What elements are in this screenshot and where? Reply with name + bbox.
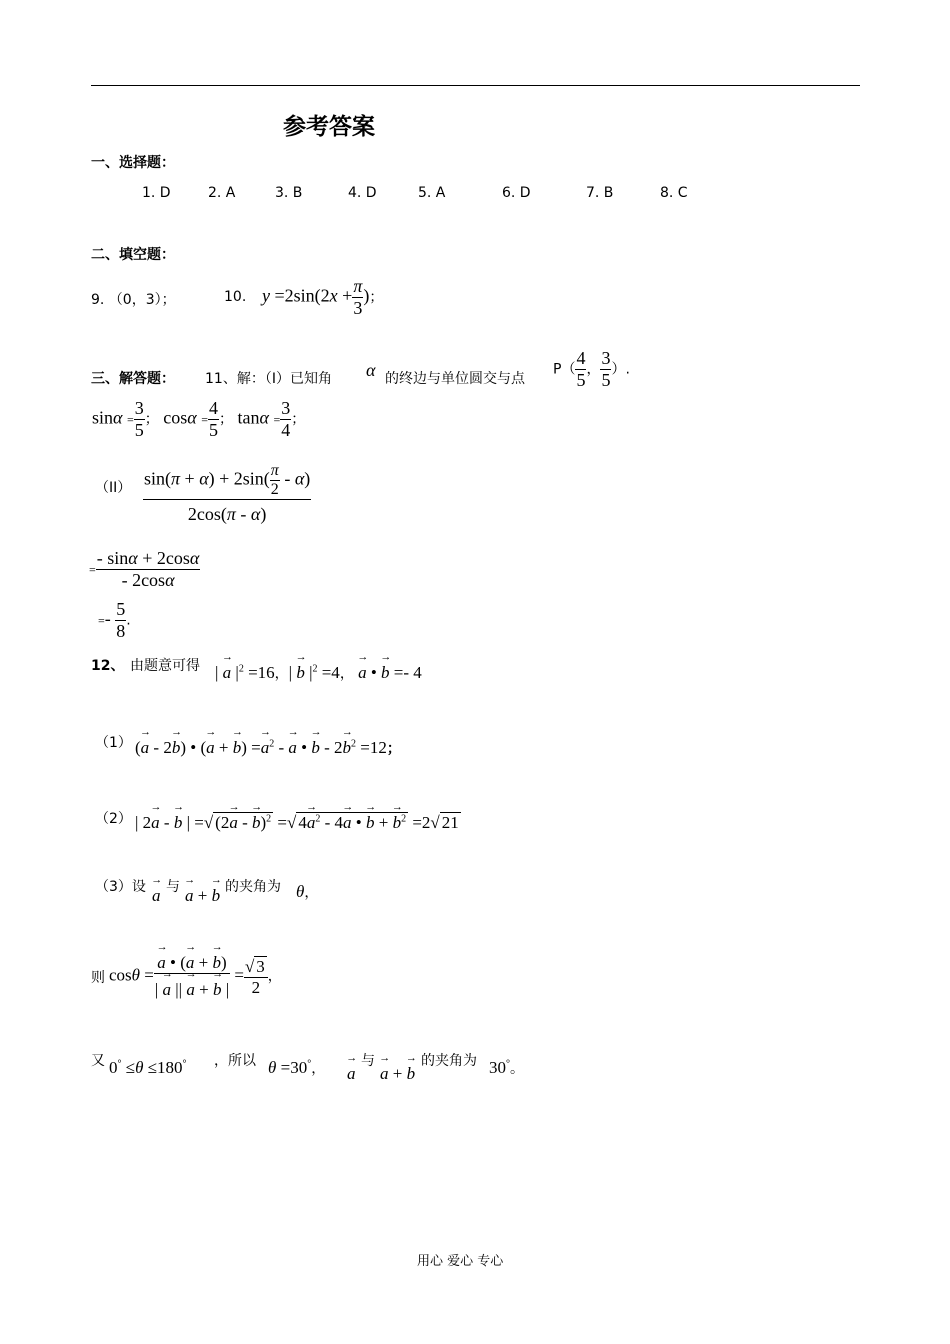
ze-label: 则	[91, 970, 105, 986]
q10-expression: y =2sin(2x + $\frac{\pi}{3}$ )；	[262, 276, 384, 318]
footer-text: 用心 爱心 专心	[417, 1254, 504, 1269]
section-fill-heading: 二、填空题：	[91, 247, 175, 263]
you-label: 又	[91, 1053, 105, 1069]
choice-answers	[142, 185, 688, 201]
q11-intro: 11、解：（I）已知角	[205, 371, 332, 387]
p3-vector-a: → a	[152, 886, 161, 906]
answer-8: 8. C	[660, 185, 688, 201]
final-angle: 30°。	[489, 1058, 524, 1077]
range-expression: 0° ≤θ ≤180°	[109, 1058, 187, 1077]
q12-intro: 由题意可得	[130, 658, 200, 674]
alpha-symbol: α	[366, 360, 376, 380]
final-vector-a: → a	[347, 1064, 356, 1084]
q10-number: 10.	[224, 289, 247, 305]
section-solve-heading: 三、解答题：	[91, 371, 175, 387]
p3-with: 与	[166, 879, 180, 895]
answer-1: 1. D	[142, 185, 171, 201]
answer-4: 4. D	[348, 185, 377, 201]
answer-3: 3. B	[275, 185, 303, 201]
final-tail: 的夹角为	[421, 1053, 477, 1069]
answer-7: 7. B	[586, 185, 614, 201]
theta-symbol: θ，	[296, 882, 319, 901]
step1: = $\frac{- \sin\alpha + 2\cos\alpha}{- 2\cos\alpha}$	[89, 548, 200, 590]
answer-5: 5. A	[418, 185, 446, 201]
point-p: P（ $\frac{4}{5}$ ， $\frac{3}{5}$ ）.	[553, 348, 630, 390]
cos-expression: cosθ = → $\frac{a • (\to a + \to b)}{| \to a || \to a + \to b |}$ = $\frac{√ 3}{2}$ ，	[109, 953, 282, 1000]
theta-value: θ =30°，	[268, 1058, 326, 1077]
q12-given: | → a $|^2 =16$，| → b $|^2 =4$， → a • → b =- 4	[215, 663, 422, 683]
answer-2: 2. A	[208, 185, 236, 201]
page-title: 参考答案	[283, 114, 375, 140]
p1-label: （1）	[95, 735, 132, 751]
trig-values: sinα = $\frac{3}{5}$ ； cosα = $\frac{4}{5}$ ； tanα = $\frac{3}{4}$ ；	[92, 398, 306, 440]
part2-fraction: sin(π + α) + 2sin( $\frac{\pi}{2}$ - α) 2cos(π - α)	[144, 462, 311, 524]
final-with: 与	[361, 1053, 375, 1069]
p3-label: （3）设	[95, 879, 146, 895]
q12-label: 12、	[91, 658, 125, 674]
p2-expression: | 2→ a - → b | =√ (2→ a - → b)$^2$ =√ $4\to a^2 - 4\to a$ • → b + → $b^2 =2√$ 21	[135, 812, 461, 833]
suoyi-label: ，所以	[214, 1053, 256, 1069]
q9-answer: 9. （0，3）；	[91, 292, 176, 308]
answer-6: 6. D	[502, 185, 531, 201]
p1-expression: (→ a - 2→ b) • (→ a + → $b) =\to a^2$ - → a • → $b - 2\to b^2 =12$；	[135, 738, 401, 758]
header-rule	[91, 85, 860, 86]
final-vector-sum: → a + → b	[380, 1064, 415, 1084]
q11-mid: 的终边与单位圆交与点	[385, 371, 525, 387]
p2-label: （2）	[95, 811, 132, 827]
part2-label: （II）	[95, 480, 132, 496]
section-choice-heading: 一、选择题：	[91, 155, 175, 171]
p3-vector-sum: → a + → b	[185, 886, 220, 906]
p3-tail: 的夹角为	[225, 879, 281, 895]
step2: =- $\frac{5}{8}$ .	[98, 599, 131, 641]
